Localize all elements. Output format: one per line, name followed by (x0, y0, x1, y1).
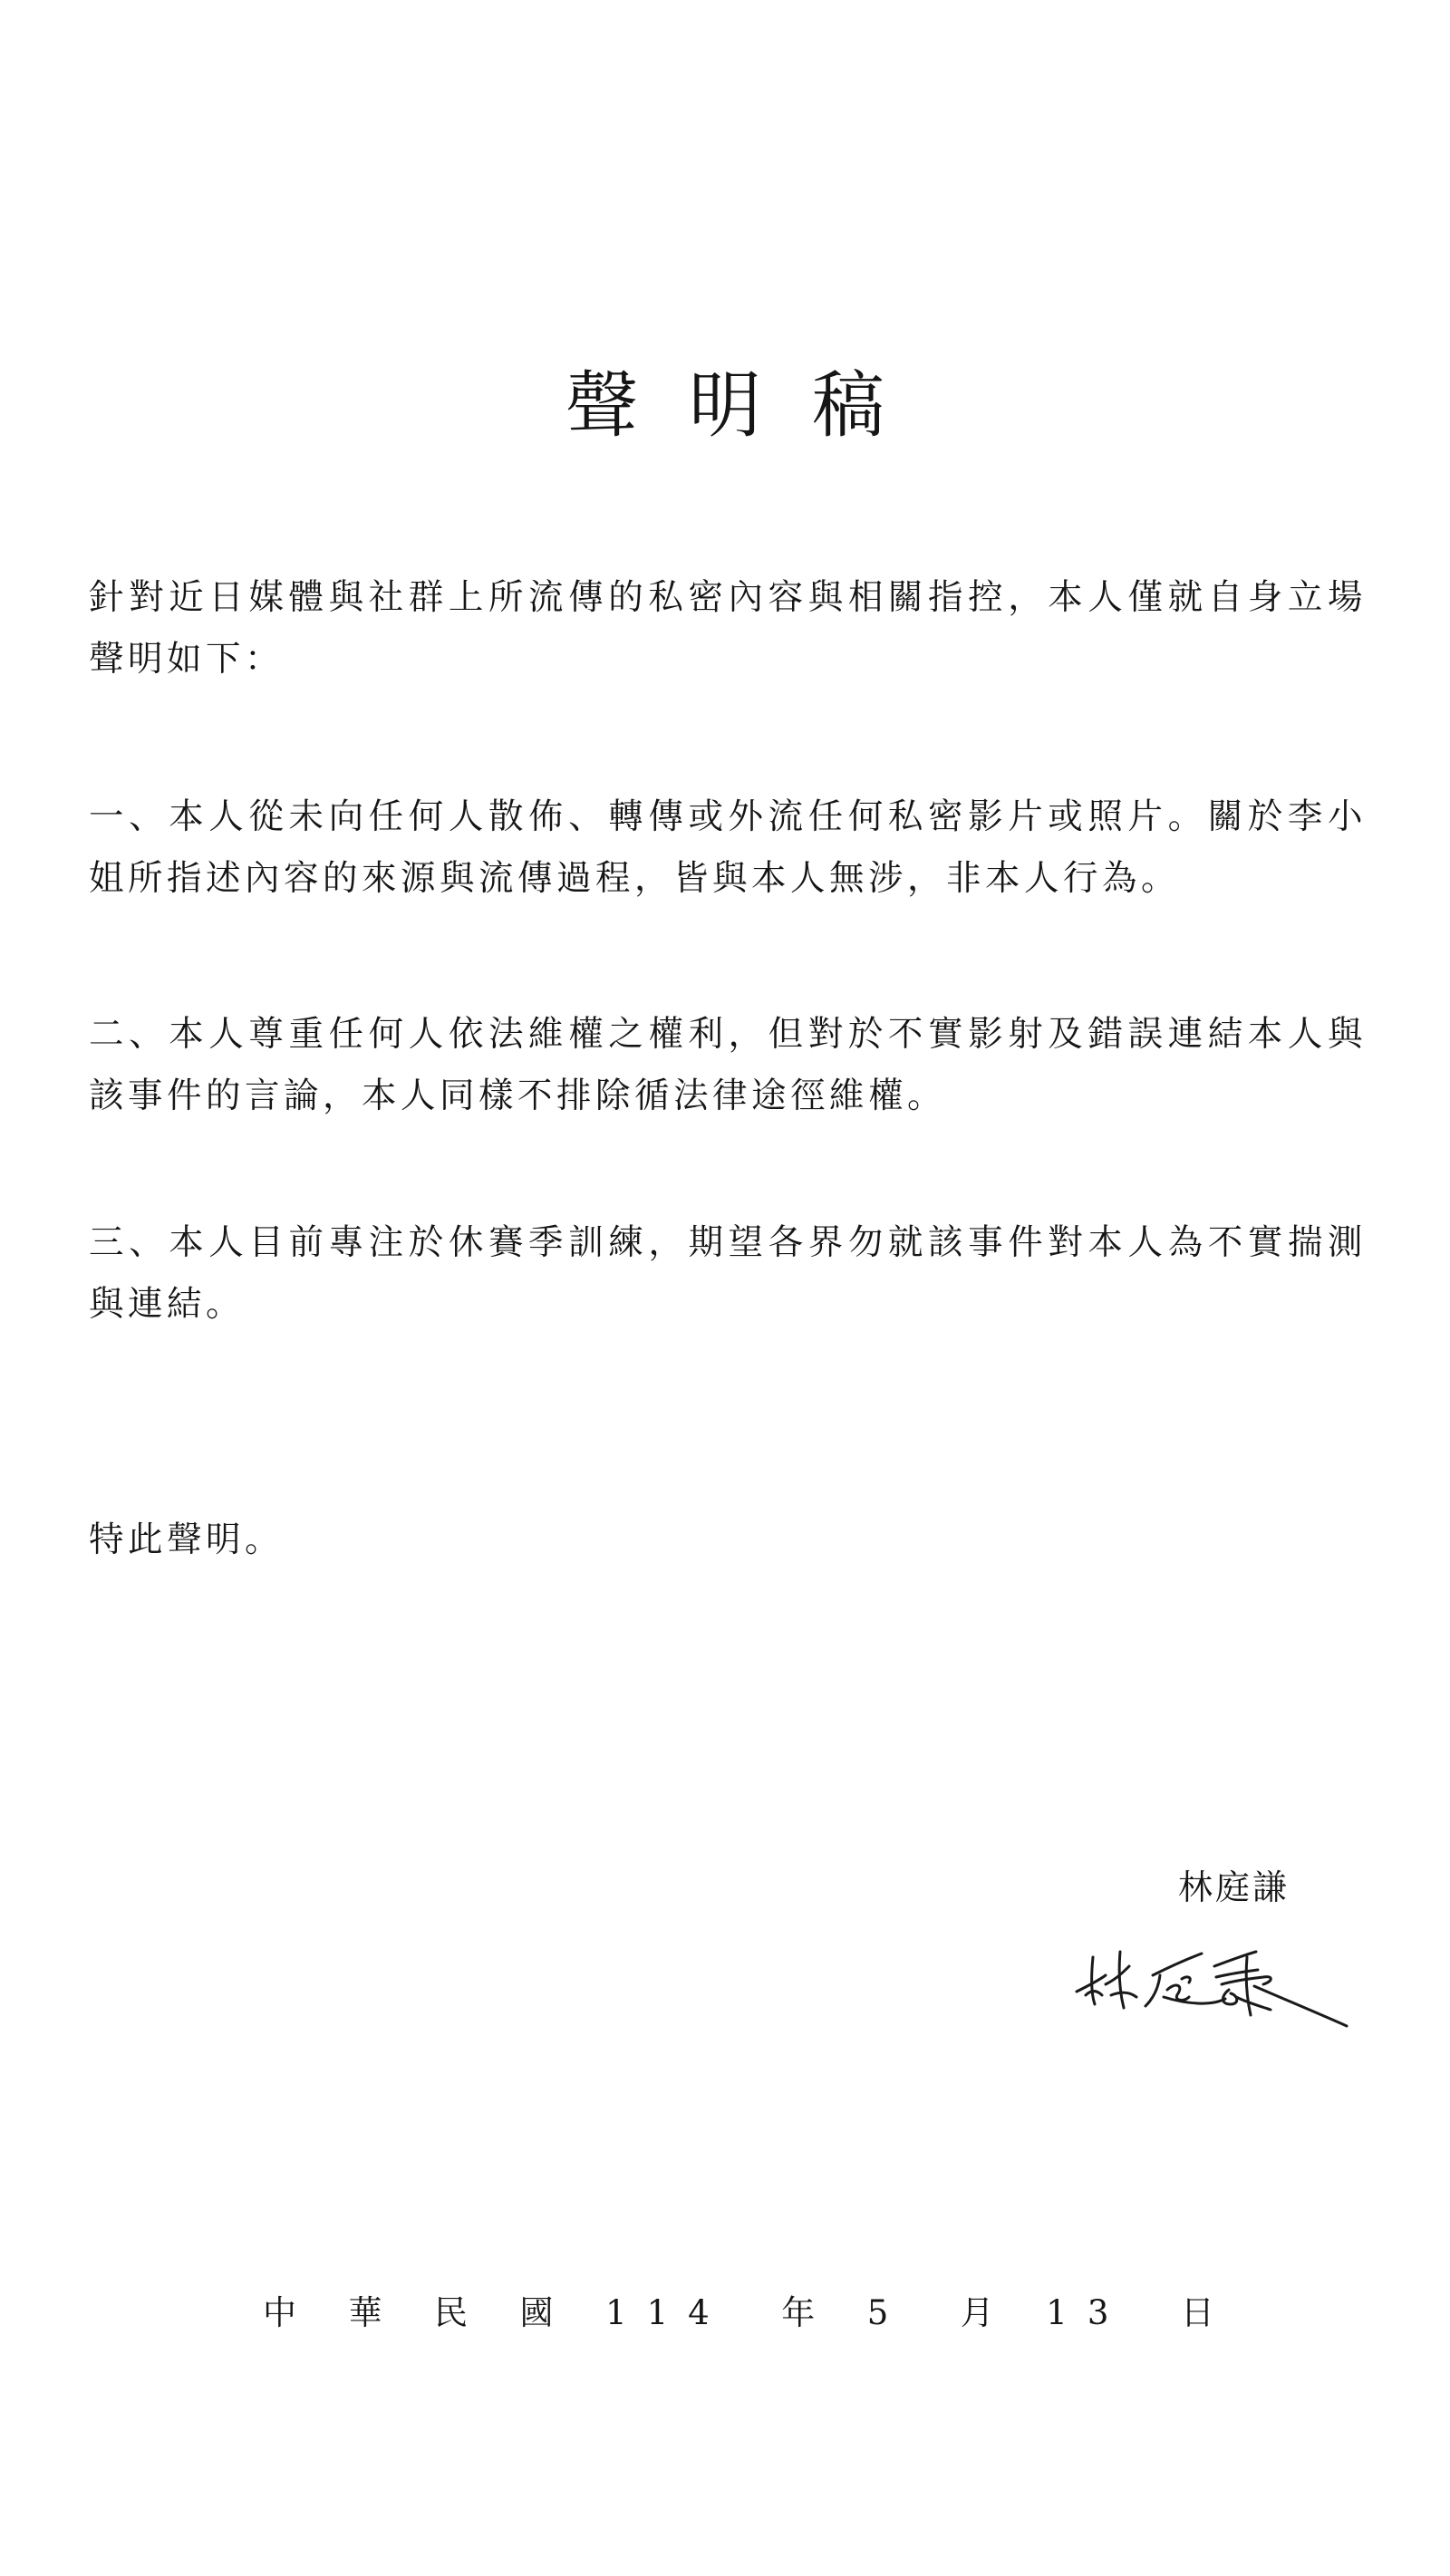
date-month: 5 (866, 2293, 909, 2332)
closing-line: 特此聲明。 (89, 1520, 285, 1560)
signer-name: 林庭謙 (1178, 1867, 1290, 1907)
statement-item-2: 二、本人尊重任何人依法維權之權利，但對於不實影射及錯誤連結本人與該事件的言論，本人同樣不排除循法律途徑維權。 (89, 1014, 1367, 1116)
date-era-char-4: 國 (519, 2293, 554, 2332)
date-month-unit: 月 (960, 2293, 994, 2332)
intro-paragraph: 針對近日媒體與社群上所流傳的私密內容與相關指控，本人僅就自身立場聲明如下： (89, 577, 1367, 680)
date-day-unit: 日 (1180, 2293, 1214, 2332)
date-era-char-2: 華 (348, 2293, 382, 2332)
date-line (263, 2291, 1214, 2336)
document-title: 聲明稿 (566, 363, 935, 448)
date-year: 114 (605, 2293, 730, 2332)
date-era-char-1: 中 (263, 2293, 296, 2332)
handwritten-signature-icon (1069, 1939, 1359, 2057)
date-day: 13 (1046, 2293, 1129, 2332)
date-year-unit: 年 (781, 2293, 816, 2332)
statement-item-3: 三、本人目前專注於休賽季訓練，期望各界勿就該事件對本人為不實揣測與連結。 (89, 1222, 1367, 1325)
date-era-char-3: 民 (434, 2293, 469, 2332)
statement-item-1: 一、本人從未向任何人散佈、轉傳或外流任何私密影片或照片。關於李小姐所指述內容的來源與流傳過程，皆與本人無涉，非本人行為。 (89, 796, 1367, 899)
